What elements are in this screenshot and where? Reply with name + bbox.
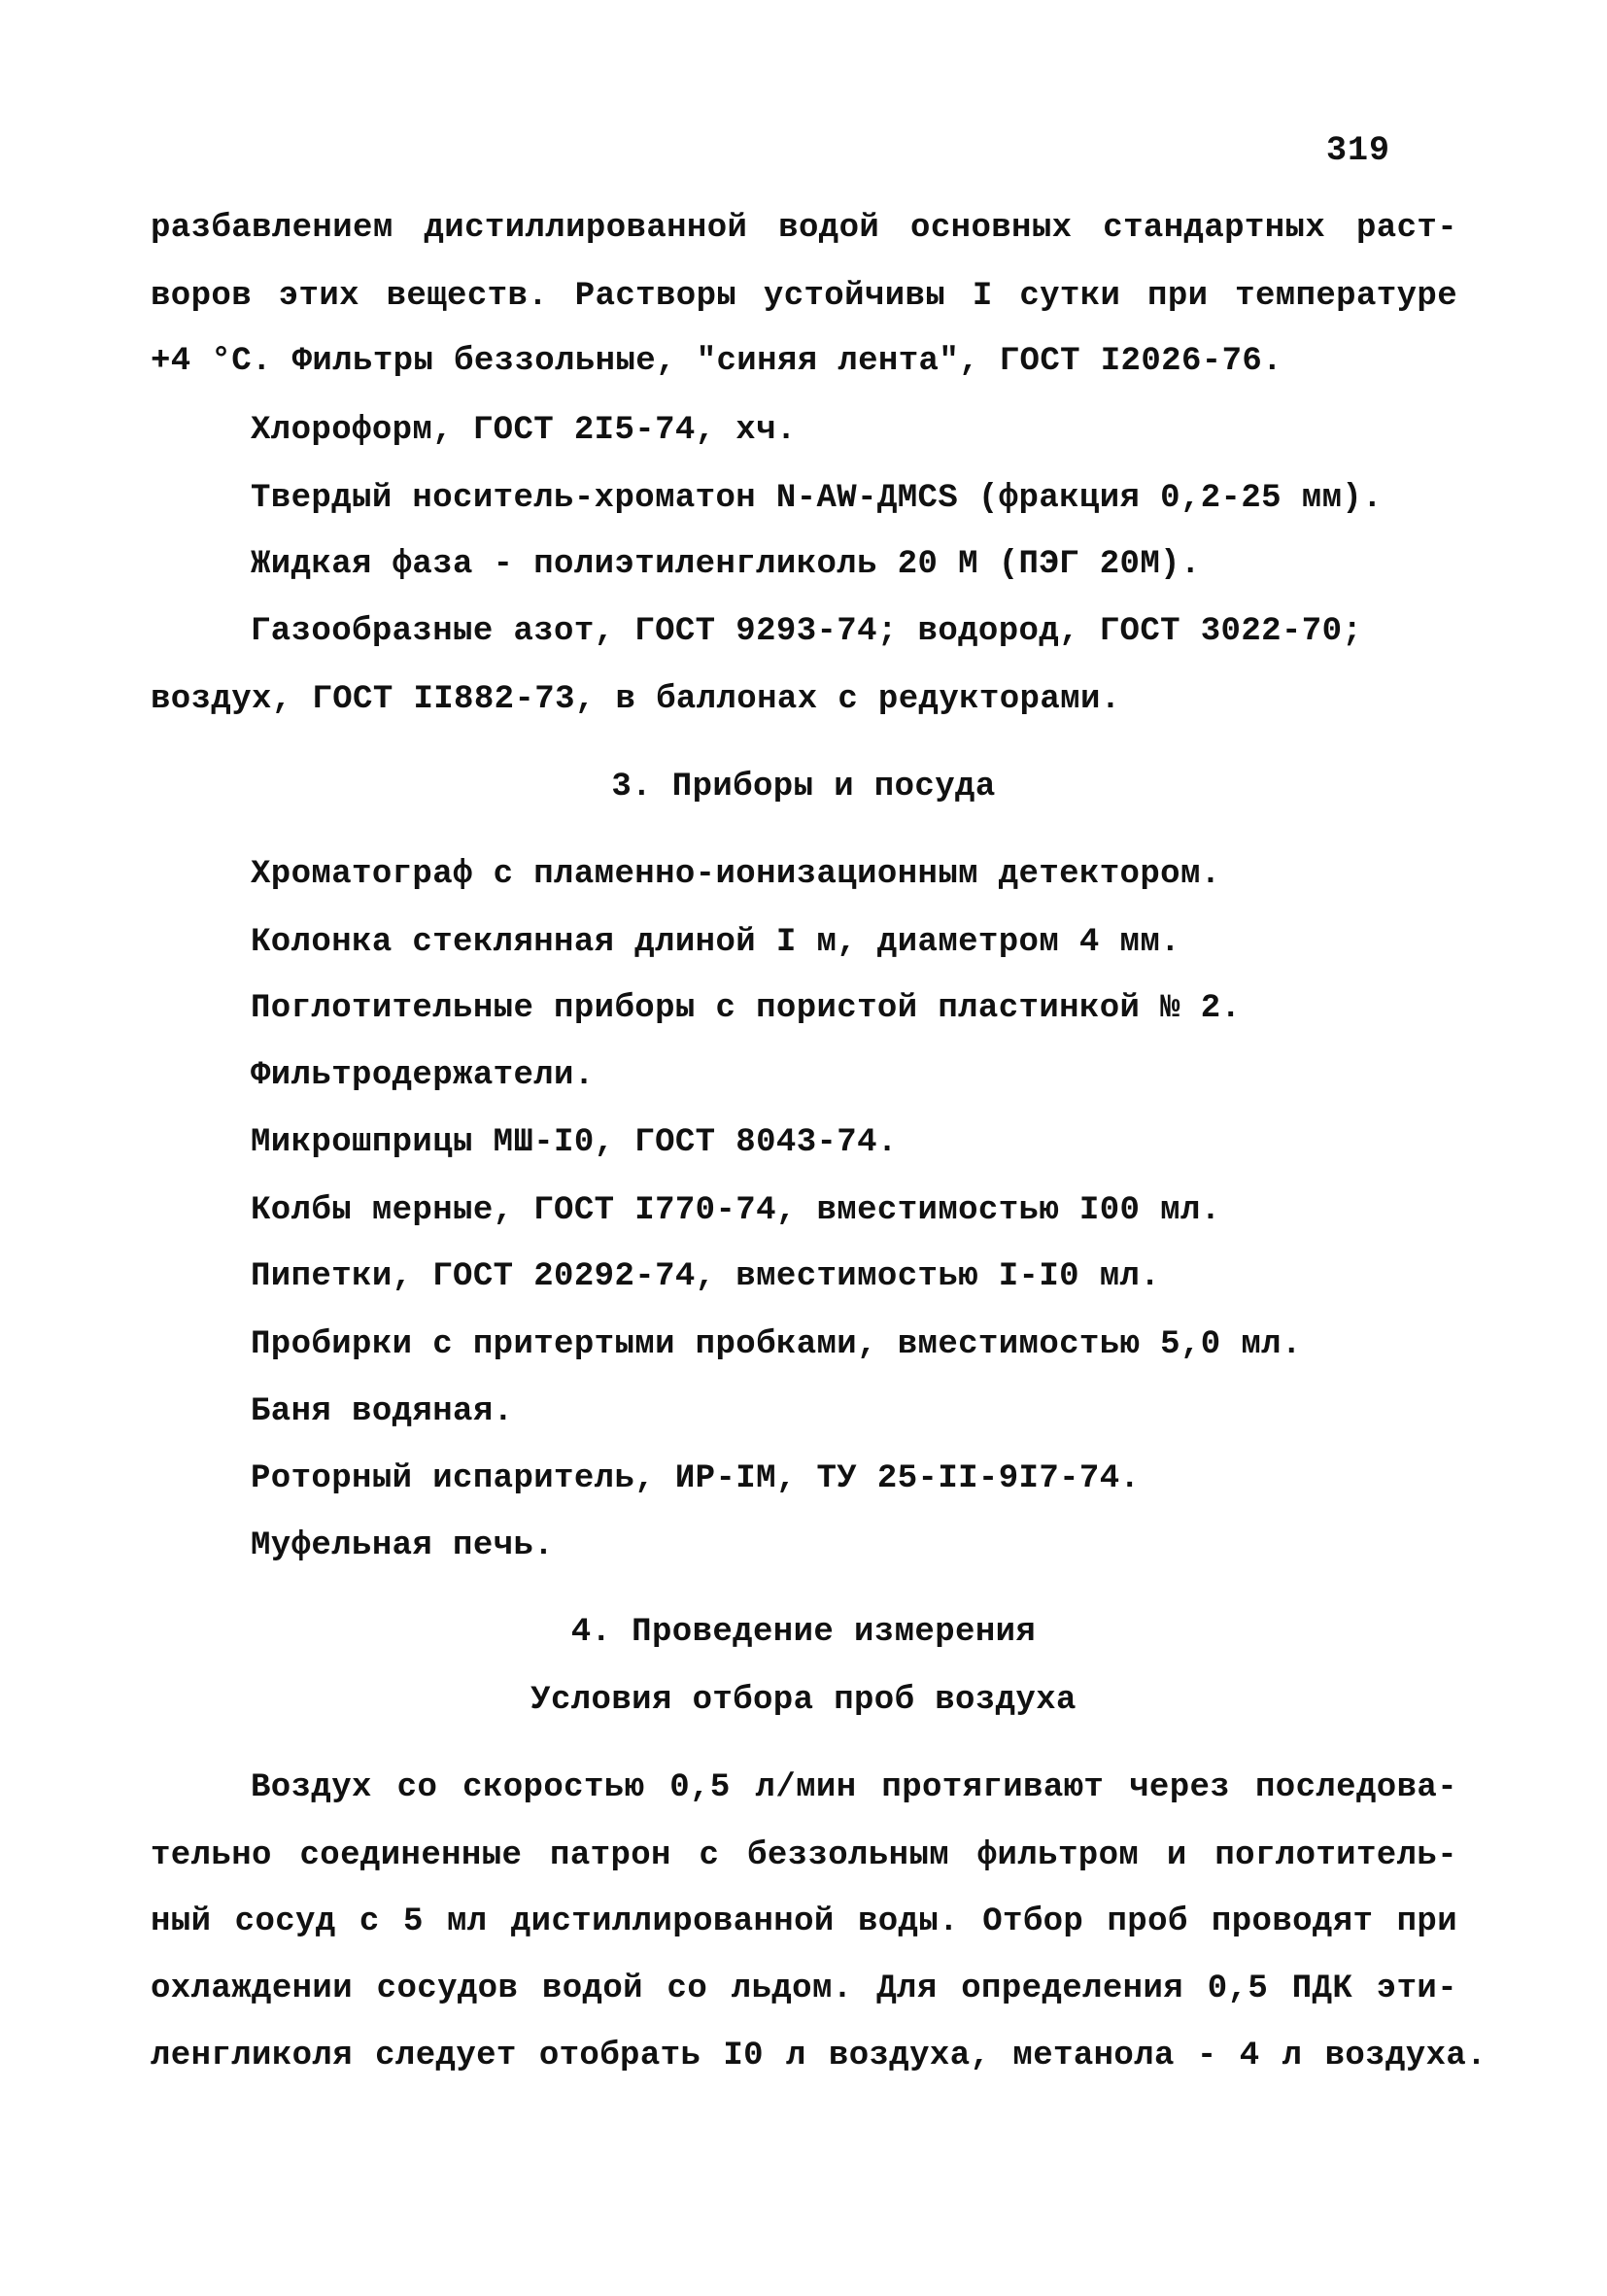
text-line: ный сосуд с 5 мл дистиллированной воды. Отбор проб проводят при	[151, 1903, 1457, 1940]
paragraph-line	[151, 1768, 1457, 1807]
section-subheading: Условия отбора проб воздуха	[530, 1682, 1077, 1719]
text-line: Твердый носитель-хроматон N-AW-ДМСS (фракция 0,2-25 мм).	[251, 480, 1383, 517]
text-line: разбавлением дистиллированной водой основных стандартных раст-	[151, 210, 1457, 247]
text-line: +4 °С. Фильтры беззольные, "синяя лента", ГОСТ I2026-76.	[151, 343, 1282, 380]
list-item: Пипетки, ГОСТ 20292-74, вместимостью I-I0 мл.	[251, 1258, 1161, 1295]
paragraph-line	[151, 2037, 1487, 2075]
list-item: Муфельная печь.	[251, 1527, 555, 1564]
text-line: Жидкая фаза - полиэтиленгликоль 20 М (ПЭГ 20М).	[251, 546, 1201, 583]
list-item: Колбы мерные, ГОСТ I770-74, вместимостью I00 мл.	[251, 1192, 1221, 1229]
text-line: воров этих веществ. Растворы устойчивы I сутки при температуре	[151, 278, 1457, 315]
text-line: Воздух со скоростью 0,5 л/мин протягивают через последова-	[251, 1769, 1457, 1806]
list-item: Микрошприцы МШ-I0, ГОСТ 8043-74.	[251, 1124, 898, 1161]
list-item: Хроматограф с пламенно-ионизационным детектором.	[251, 856, 1221, 893]
text-line: тельно соединенные патрон с беззольным фильтром и поглотитель-	[151, 1837, 1457, 1874]
text-line: воздух, ГОСТ II882-73, в баллонах с редукторами.	[151, 681, 1121, 718]
list-item: Пробирки с притертыми пробками, вместимостью 5,0 мл.	[251, 1326, 1302, 1363]
paragraph-line	[151, 277, 1457, 316]
paragraph-line	[151, 209, 1457, 248]
list-item: Поглотительные приборы с пористой пластинкой № 2.	[251, 990, 1242, 1027]
list-item: Колонка стеклянная длиной I м, диаметром 4 мм.	[251, 924, 1180, 961]
list-item: Баня водяная.	[251, 1393, 514, 1430]
paragraph-line	[151, 1902, 1457, 1941]
paragraph-line	[151, 1970, 1457, 2008]
list-item: Роторный испаритель, ИР-IM, ТУ 25-II-9I7-74.	[251, 1460, 1141, 1497]
paragraph-line	[151, 1836, 1457, 1875]
text-line: охлаждении сосудов водой со льдом. Для определения 0,5 ПДК эти-	[151, 1970, 1457, 2007]
text-line: Газообразные азот, ГОСТ 9293-74; водород, ГОСТ 3022-70;	[251, 613, 1363, 650]
section-heading: 4. Проведение измерения	[570, 1614, 1037, 1651]
page-number: 319	[1326, 131, 1391, 170]
text-line: ленгликоля следует отобрать I0 л воздуха, метанола - 4 л воздуха.	[151, 2038, 1487, 2074]
text-line: Хлороформ, ГОСТ 2I5-74, хч.	[251, 412, 797, 449]
list-item: Фильтродержатели.	[251, 1057, 595, 1094]
section-heading: 3. Приборы и посуда	[611, 769, 996, 805]
